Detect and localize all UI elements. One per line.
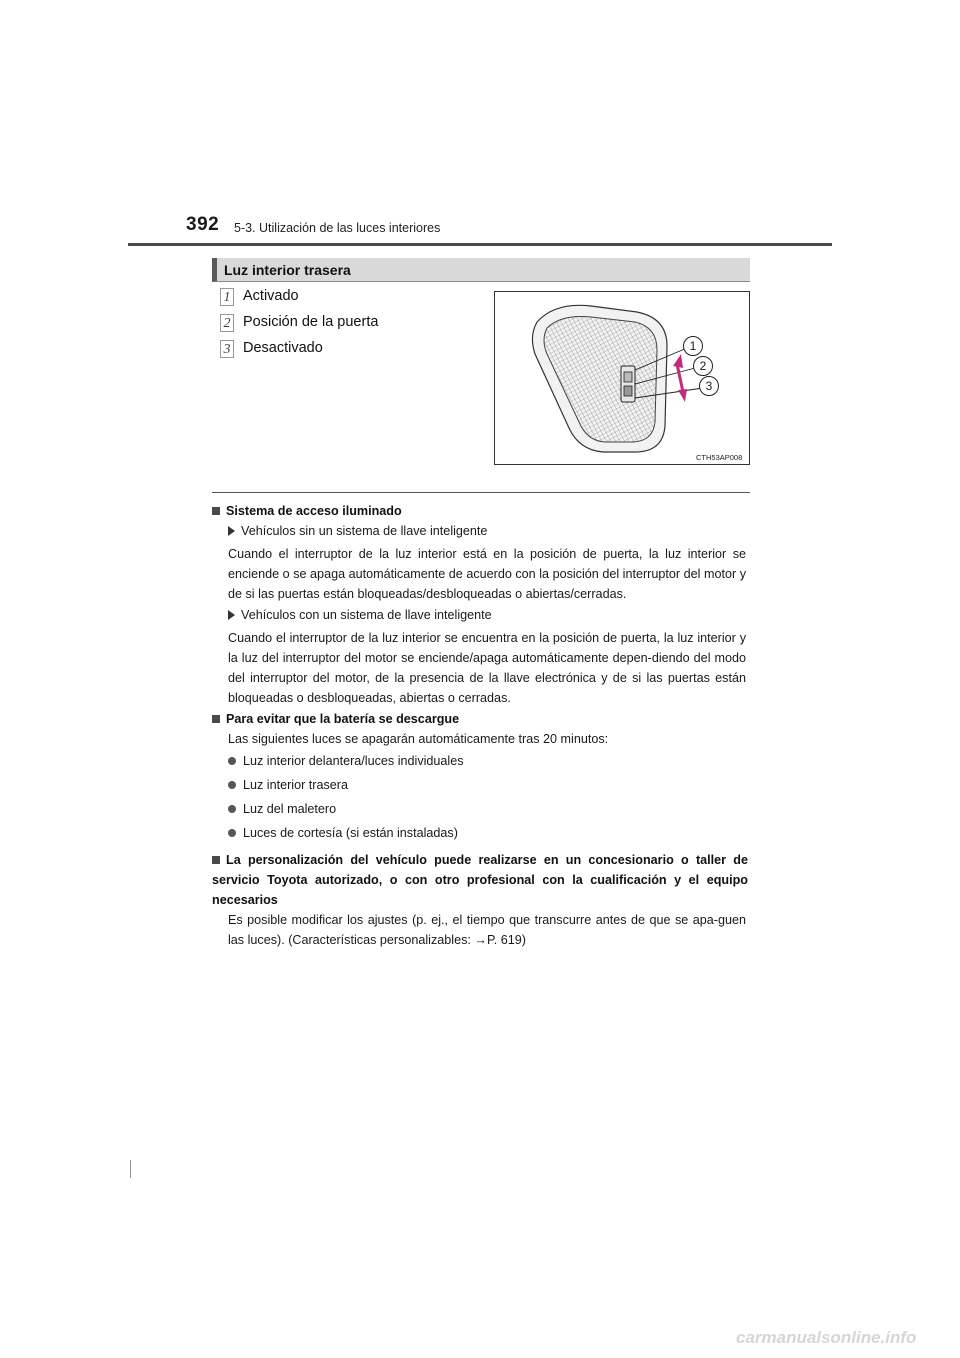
square-bullet-icon [212,715,220,723]
list-item-text: Luz del maletero [243,802,337,816]
note-title: La personalización del vehículo puede realizarse en un concesionario o taller de servicio Toyota autorizado, o con otro profesional con la cualificación y el equipo necesarios [212,853,748,907]
list-item [228,778,348,792]
legend-text-off: Desactivado [243,340,323,356]
note-title: Para evitar que la batería se descargue [226,712,460,726]
list-item-text: Luz interior delantera/luces individuales [243,754,464,768]
square-bullet-icon [212,507,220,515]
legend-text-activated: Activado [243,288,299,304]
list-item [228,802,336,816]
section-divider [212,492,750,493]
note-customization-heading [212,850,748,910]
bullet-dot-icon [228,757,236,765]
list-item-text: Luces de cortesía (si están instaladas) [243,826,458,840]
figure-callout-3: 3 [699,376,719,396]
section-title: Luz interior trasera [224,262,351,278]
legend-number-2: 2 [220,314,234,332]
legend-text-door: Posición de la puerta [243,314,379,330]
bullet-dot-icon [228,805,236,813]
watermark: carmanualsonline.info [736,1328,917,1347]
square-bullet-icon [212,856,220,864]
paragraph-without-smart-key: Cuando el interruptor de la luz interior está en la posición de puerta, la luz interior se enciende o se apaga automáticamente de acuerdo con la posición del interruptor del motor y de si las puertas están bloqueadas/desbloqueadas o abiertas/cerradas. [228,547,746,601]
figure-callout-2: 2 [693,356,713,376]
list-item [228,826,458,840]
figure-callout-1: 1 [683,336,703,356]
legend-number-3: 3 [220,340,234,358]
sub-heading-with-smart-key [228,608,492,622]
paragraph-with-smart-key: Cuando el interruptor de la luz interior se encuentra en la posición de puerta, la luz interior y la luz del interruptor del motor se enciende/apaga automáticamente depen-diendo del modo del interruptor del motor, de la presencia de la llave electrónica y de si las puertas están bloqueadas o desbloqueadas, abiertas o cerradas. [228,631,746,705]
note-illuminated-entry-heading [212,501,740,521]
arrow-right-icon [228,610,235,620]
customization-paragraph: Es posible modificar los ajustes (p. ej., el tiempo que transcurre antes de que se apa-guen las luces). (Características personalizables: →P. 619) [228,913,746,947]
battery-intro: Las siguientes luces se apagarán automáticamente tras 20 minutos: [228,732,609,746]
arrow-right-icon [228,526,235,536]
rear-light-figure [494,291,750,465]
legend-number-1: 1 [220,288,234,306]
margin-mark [130,1160,131,1178]
note-battery-heading [212,709,740,729]
list-item [228,754,464,768]
sub-heading-text: Vehículos sin un sistema de llave inteligente [241,524,488,538]
bullet-dot-icon [228,781,236,789]
page-number: 392 [186,214,220,235]
list-item-text: Luz interior trasera [243,778,348,792]
note-title: Sistema de acceso iluminado [226,504,402,518]
sub-heading-without-smart-key [228,524,487,538]
chapter-title: 5-3. Utilización de las luces interiores [234,221,441,235]
header-rule [128,243,832,246]
figure-code: CTH53AP008 [696,453,743,462]
bullet-dot-icon [228,829,236,837]
sub-heading-text: Vehículos con un sistema de llave inteligente [241,608,492,622]
